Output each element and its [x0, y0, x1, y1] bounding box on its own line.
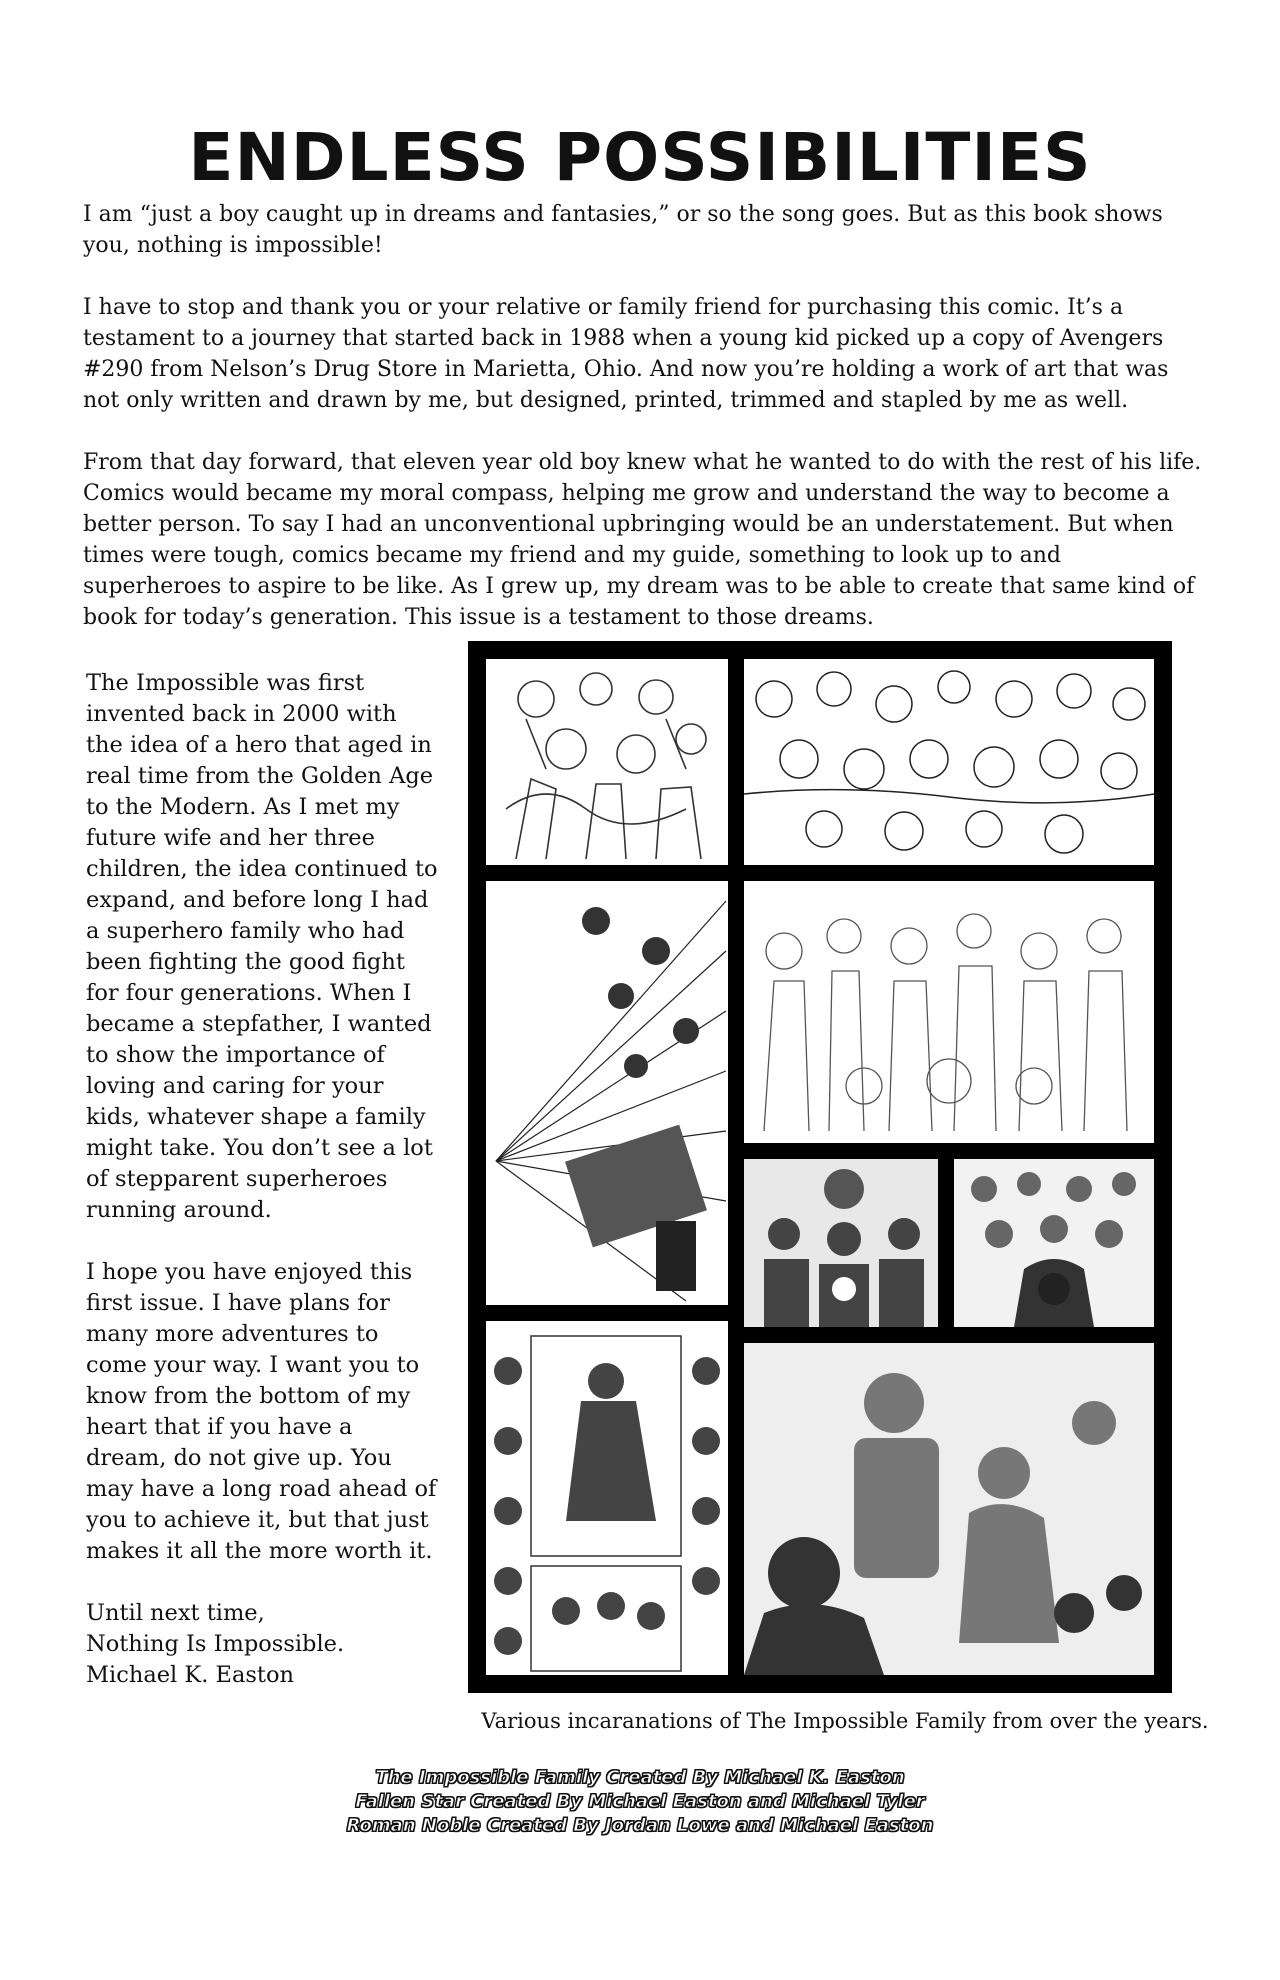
credit-line: Fallen Star Created By Michael Easton and Michael Tyler — [355, 1791, 925, 1812]
comic-panel-family-portrait — [486, 659, 728, 865]
signoff-line: Nothing Is Impossible. — [86, 1631, 345, 1657]
column-paragraph: I hope you have enjoyed this first issue. I have plans for many more adventures to come your way. I want you to know from the bottom of my heart that if you have a dream, do not give up. You may have a long road ahead of you to achieve it, but that just makes it all the more worth it. — [86, 1259, 437, 1564]
comic-panel-flying-heroes — [486, 881, 728, 1305]
left-column-text — [86, 668, 438, 1722]
signoff-signature: Michael K. Easton — [86, 1662, 294, 1688]
credits — [0, 1766, 1280, 1838]
comic-art-collage — [468, 641, 1172, 1693]
comic-panel-family-shaded — [744, 1159, 938, 1327]
intro-paragraph: I have to stop and thank you or your relative or family friend for purchasing this comic. It’s a testament to a journey that started back in 1988 when a young kid picked up a copy of Avengers #290 from Nelson’s Drug Store in Marietta, Ohio. And now you’re holding a work of art that was not only written and drawn by me, but designed, printed, trimmed and stapled by me as well. — [83, 295, 1169, 413]
column-paragraph: The Impossible was first invented back in 2000 with the idea of a hero that aged in real time from the Golden Age to the Modern. As I met my future wife and her three children, the idea continued to expand, and before long I had a superhero family who had been fighting the good fight for four generations. When I became a stepfather, I wanted to show the importance of loving and caring for your kids, whatever shape a family might take. You don’t see a lot of stepparent superheroes running around. — [86, 670, 438, 1223]
page-title: ENDLESS POSSIBILITIES — [188, 119, 1092, 196]
comic-panel-hero-group-closeup — [744, 1343, 1154, 1675]
credit-line: Roman Noble Created By Jordan Lowe and Michael Easton — [346, 1815, 934, 1836]
comic-panel-hero-crowd — [744, 659, 1154, 865]
intro-paragraph: I am “just a boy caught up in dreams and fantasies,” or so the song goes. But as this book shows you, nothing is impossible! — [83, 202, 1163, 258]
comic-panel-action-pose — [486, 1321, 728, 1675]
comic-panel-small-group — [954, 1159, 1154, 1327]
signoff — [86, 1598, 438, 1691]
image-caption: Various incaranations of The Impossible Family from over the years. — [481, 1709, 1209, 1733]
credit-line: The Impossible Family Created By Michael K. Easton — [375, 1767, 905, 1788]
signoff-line: Until next time, — [86, 1600, 265, 1626]
comic-panel-team-lineup — [744, 881, 1154, 1143]
intro-text — [83, 199, 1203, 664]
intro-paragraph: From that day forward, that eleven year old boy knew what he wanted to do with the rest of his life. Comics would became my moral compass, helping me grow and understand the way to become a better person. To say I had an unconventional upbringing would be an understatement. But when times were tough, comics became my friend and my guide, something to look up to and superheroes to aspire to be like. As I grew up, my dream was to be able to create that same kind of book for today’s generation. This issue is a testament to those dreams. — [83, 450, 1202, 630]
